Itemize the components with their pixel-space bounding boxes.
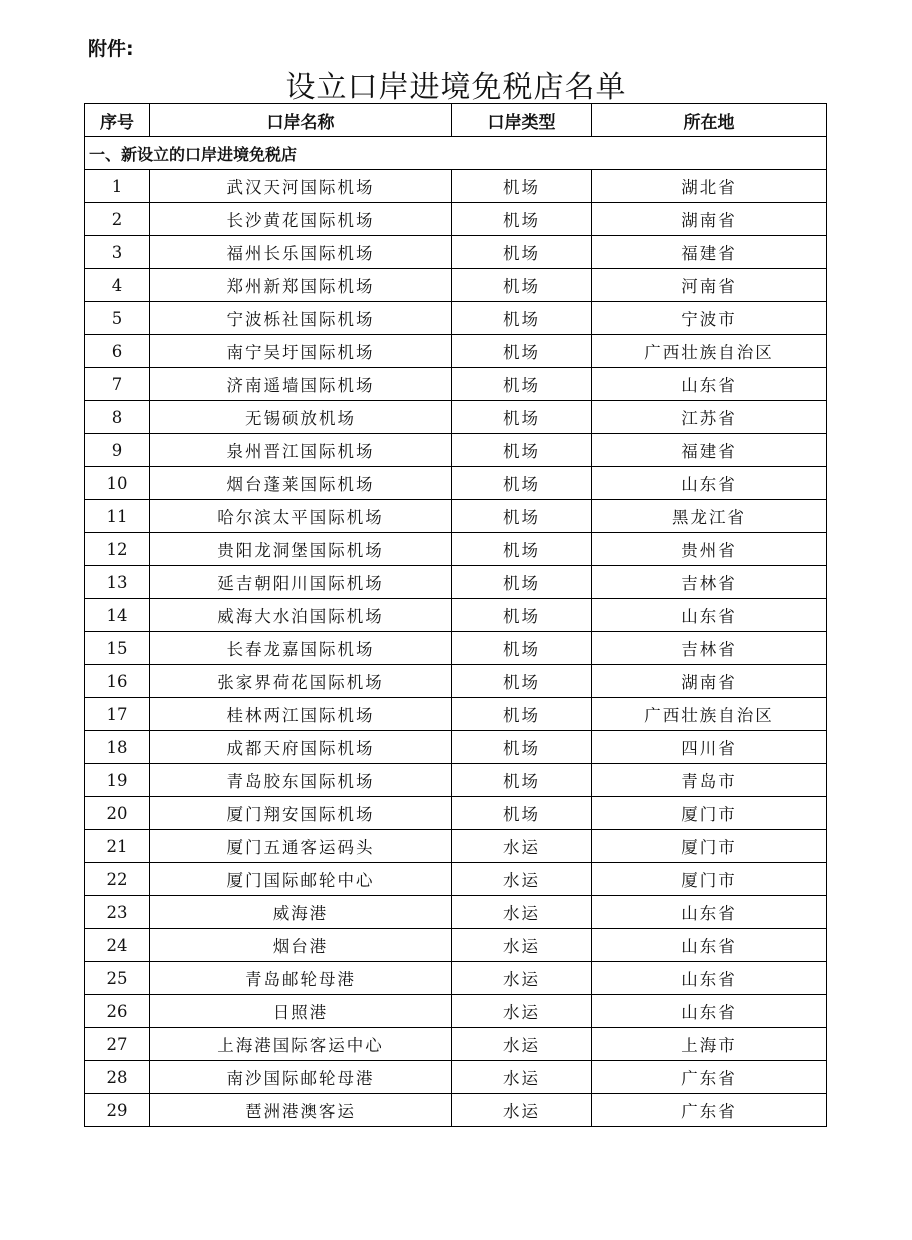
port-type: 机场 (452, 632, 592, 665)
port-name: 南宁吴圩国际机场 (150, 335, 452, 368)
port-name: 日照港 (150, 995, 452, 1028)
location: 山东省 (592, 995, 827, 1028)
row-index: 25 (85, 962, 150, 995)
row-index: 20 (85, 797, 150, 830)
table-row (85, 962, 827, 995)
port-name: 成都天府国际机场 (150, 731, 452, 764)
table-row (85, 1028, 827, 1061)
location: 厦门市 (592, 830, 827, 863)
location: 上海市 (592, 1028, 827, 1061)
location: 山东省 (592, 896, 827, 929)
table-row (85, 236, 827, 269)
table-header-row (85, 104, 827, 137)
port-type: 机场 (452, 764, 592, 797)
row-index: 21 (85, 830, 150, 863)
location: 河南省 (592, 269, 827, 302)
table-row (85, 269, 827, 302)
row-index: 9 (85, 434, 150, 467)
table-row (85, 797, 827, 830)
row-index: 22 (85, 863, 150, 896)
row-index: 19 (85, 764, 150, 797)
port-type: 机场 (452, 170, 592, 203)
row-index: 14 (85, 599, 150, 632)
port-type: 机场 (452, 566, 592, 599)
section-title: 一、新设立的口岸进境免税店 (85, 137, 827, 170)
location: 山东省 (592, 599, 827, 632)
location: 广西壮族自治区 (592, 698, 827, 731)
port-type: 水运 (452, 896, 592, 929)
row-index: 10 (85, 467, 150, 500)
row-index: 26 (85, 995, 150, 1028)
port-name: 上海港国际客运中心 (150, 1028, 452, 1061)
table-row (85, 698, 827, 731)
row-index: 15 (85, 632, 150, 665)
port-type: 机场 (452, 698, 592, 731)
location: 厦门市 (592, 797, 827, 830)
port-type: 水运 (452, 830, 592, 863)
location: 福建省 (592, 434, 827, 467)
row-index: 7 (85, 368, 150, 401)
row-index: 3 (85, 236, 150, 269)
port-name: 长沙黄花国际机场 (150, 203, 452, 236)
port-name: 桂林两江国际机场 (150, 698, 452, 731)
port-type: 机场 (452, 797, 592, 830)
row-index: 13 (85, 566, 150, 599)
port-type: 机场 (452, 335, 592, 368)
table-row (85, 863, 827, 896)
port-type: 机场 (452, 236, 592, 269)
port-type: 机场 (452, 302, 592, 335)
port-name: 厦门五通客运码头 (150, 830, 452, 863)
port-type: 机场 (452, 269, 592, 302)
port-type: 机场 (452, 731, 592, 764)
port-type: 机场 (452, 203, 592, 236)
table-row (85, 830, 827, 863)
table-row (85, 335, 827, 368)
table-row (85, 929, 827, 962)
location: 广东省 (592, 1094, 827, 1127)
location: 宁波市 (592, 302, 827, 335)
port-name: 无锡硕放机场 (150, 401, 452, 434)
table-row (85, 995, 827, 1028)
port-name: 贵阳龙洞堡国际机场 (150, 533, 452, 566)
port-name: 宁波栎社国际机场 (150, 302, 452, 335)
table-row (85, 500, 827, 533)
header-location: 所在地 (592, 104, 827, 137)
header-port-type: 口岸类型 (452, 104, 592, 137)
header-port-name: 口岸名称 (150, 104, 452, 137)
port-name: 烟台港 (150, 929, 452, 962)
port-name: 郑州新郑国际机场 (150, 269, 452, 302)
location: 四川省 (592, 731, 827, 764)
port-name: 张家界荷花国际机场 (150, 665, 452, 698)
location: 福建省 (592, 236, 827, 269)
table-row (85, 467, 827, 500)
table-row (85, 1061, 827, 1094)
location: 湖北省 (592, 170, 827, 203)
location: 山东省 (592, 962, 827, 995)
table-row (85, 599, 827, 632)
port-type: 机场 (452, 467, 592, 500)
location: 吉林省 (592, 632, 827, 665)
location: 湖南省 (592, 665, 827, 698)
section-row (85, 137, 827, 170)
table-row (85, 566, 827, 599)
port-name: 延吉朝阳川国际机场 (150, 566, 452, 599)
port-name: 长春龙嘉国际机场 (150, 632, 452, 665)
row-index: 18 (85, 731, 150, 764)
row-index: 1 (85, 170, 150, 203)
table-row (85, 533, 827, 566)
port-type: 水运 (452, 929, 592, 962)
port-type: 水运 (452, 1061, 592, 1094)
header-index: 序号 (85, 104, 150, 137)
location: 黑龙江省 (592, 500, 827, 533)
port-name: 武汉天河国际机场 (150, 170, 452, 203)
port-name: 威海港 (150, 896, 452, 929)
port-type: 机场 (452, 401, 592, 434)
row-index: 17 (85, 698, 150, 731)
row-index: 23 (85, 896, 150, 929)
row-index: 16 (85, 665, 150, 698)
row-index: 27 (85, 1028, 150, 1061)
location: 贵州省 (592, 533, 827, 566)
duty-free-shop-table (84, 103, 827, 1127)
row-index: 12 (85, 533, 150, 566)
row-index: 2 (85, 203, 150, 236)
location: 山东省 (592, 929, 827, 962)
row-index: 28 (85, 1061, 150, 1094)
port-name: 南沙国际邮轮母港 (150, 1061, 452, 1094)
table-row (85, 302, 827, 335)
port-type: 水运 (452, 863, 592, 896)
port-type: 机场 (452, 368, 592, 401)
location: 吉林省 (592, 566, 827, 599)
row-index: 5 (85, 302, 150, 335)
port-type: 机场 (452, 500, 592, 533)
location: 江苏省 (592, 401, 827, 434)
table-row (85, 665, 827, 698)
port-name: 福州长乐国际机场 (150, 236, 452, 269)
table-row (85, 203, 827, 236)
table-row (85, 764, 827, 797)
location: 广东省 (592, 1061, 827, 1094)
port-type: 机场 (452, 599, 592, 632)
port-type: 水运 (452, 995, 592, 1028)
port-type: 机场 (452, 665, 592, 698)
location: 山东省 (592, 368, 827, 401)
table-row (85, 434, 827, 467)
location: 山东省 (592, 467, 827, 500)
row-index: 11 (85, 500, 150, 533)
port-name: 琶洲港澳客运 (150, 1094, 452, 1127)
port-type: 水运 (452, 1028, 592, 1061)
attachment-label: 附件: (88, 38, 134, 60)
port-name: 青岛邮轮母港 (150, 962, 452, 995)
row-index: 4 (85, 269, 150, 302)
port-type: 水运 (452, 1094, 592, 1127)
document-title: 设立口岸进境免税店名单 (285, 70, 627, 105)
table-row (85, 731, 827, 764)
table-row (85, 368, 827, 401)
port-type: 机场 (452, 434, 592, 467)
location: 广西壮族自治区 (592, 335, 827, 368)
port-name: 厦门国际邮轮中心 (150, 863, 452, 896)
port-type: 水运 (452, 962, 592, 995)
row-index: 29 (85, 1094, 150, 1127)
row-index: 24 (85, 929, 150, 962)
port-type: 机场 (452, 533, 592, 566)
port-name: 烟台蓬莱国际机场 (150, 467, 452, 500)
port-name: 哈尔滨太平国际机场 (150, 500, 452, 533)
location: 湖南省 (592, 203, 827, 236)
port-name: 青岛胶东国际机场 (150, 764, 452, 797)
table-row (85, 401, 827, 434)
table-row (85, 1094, 827, 1127)
row-index: 6 (85, 335, 150, 368)
port-name: 威海大水泊国际机场 (150, 599, 452, 632)
location: 厦门市 (592, 863, 827, 896)
location: 青岛市 (592, 764, 827, 797)
row-index: 8 (85, 401, 150, 434)
table-row (85, 632, 827, 665)
port-name: 泉州晋江国际机场 (150, 434, 452, 467)
port-name: 厦门翔安国际机场 (150, 797, 452, 830)
table-row (85, 170, 827, 203)
table-row (85, 896, 827, 929)
port-name: 济南遥墙国际机场 (150, 368, 452, 401)
